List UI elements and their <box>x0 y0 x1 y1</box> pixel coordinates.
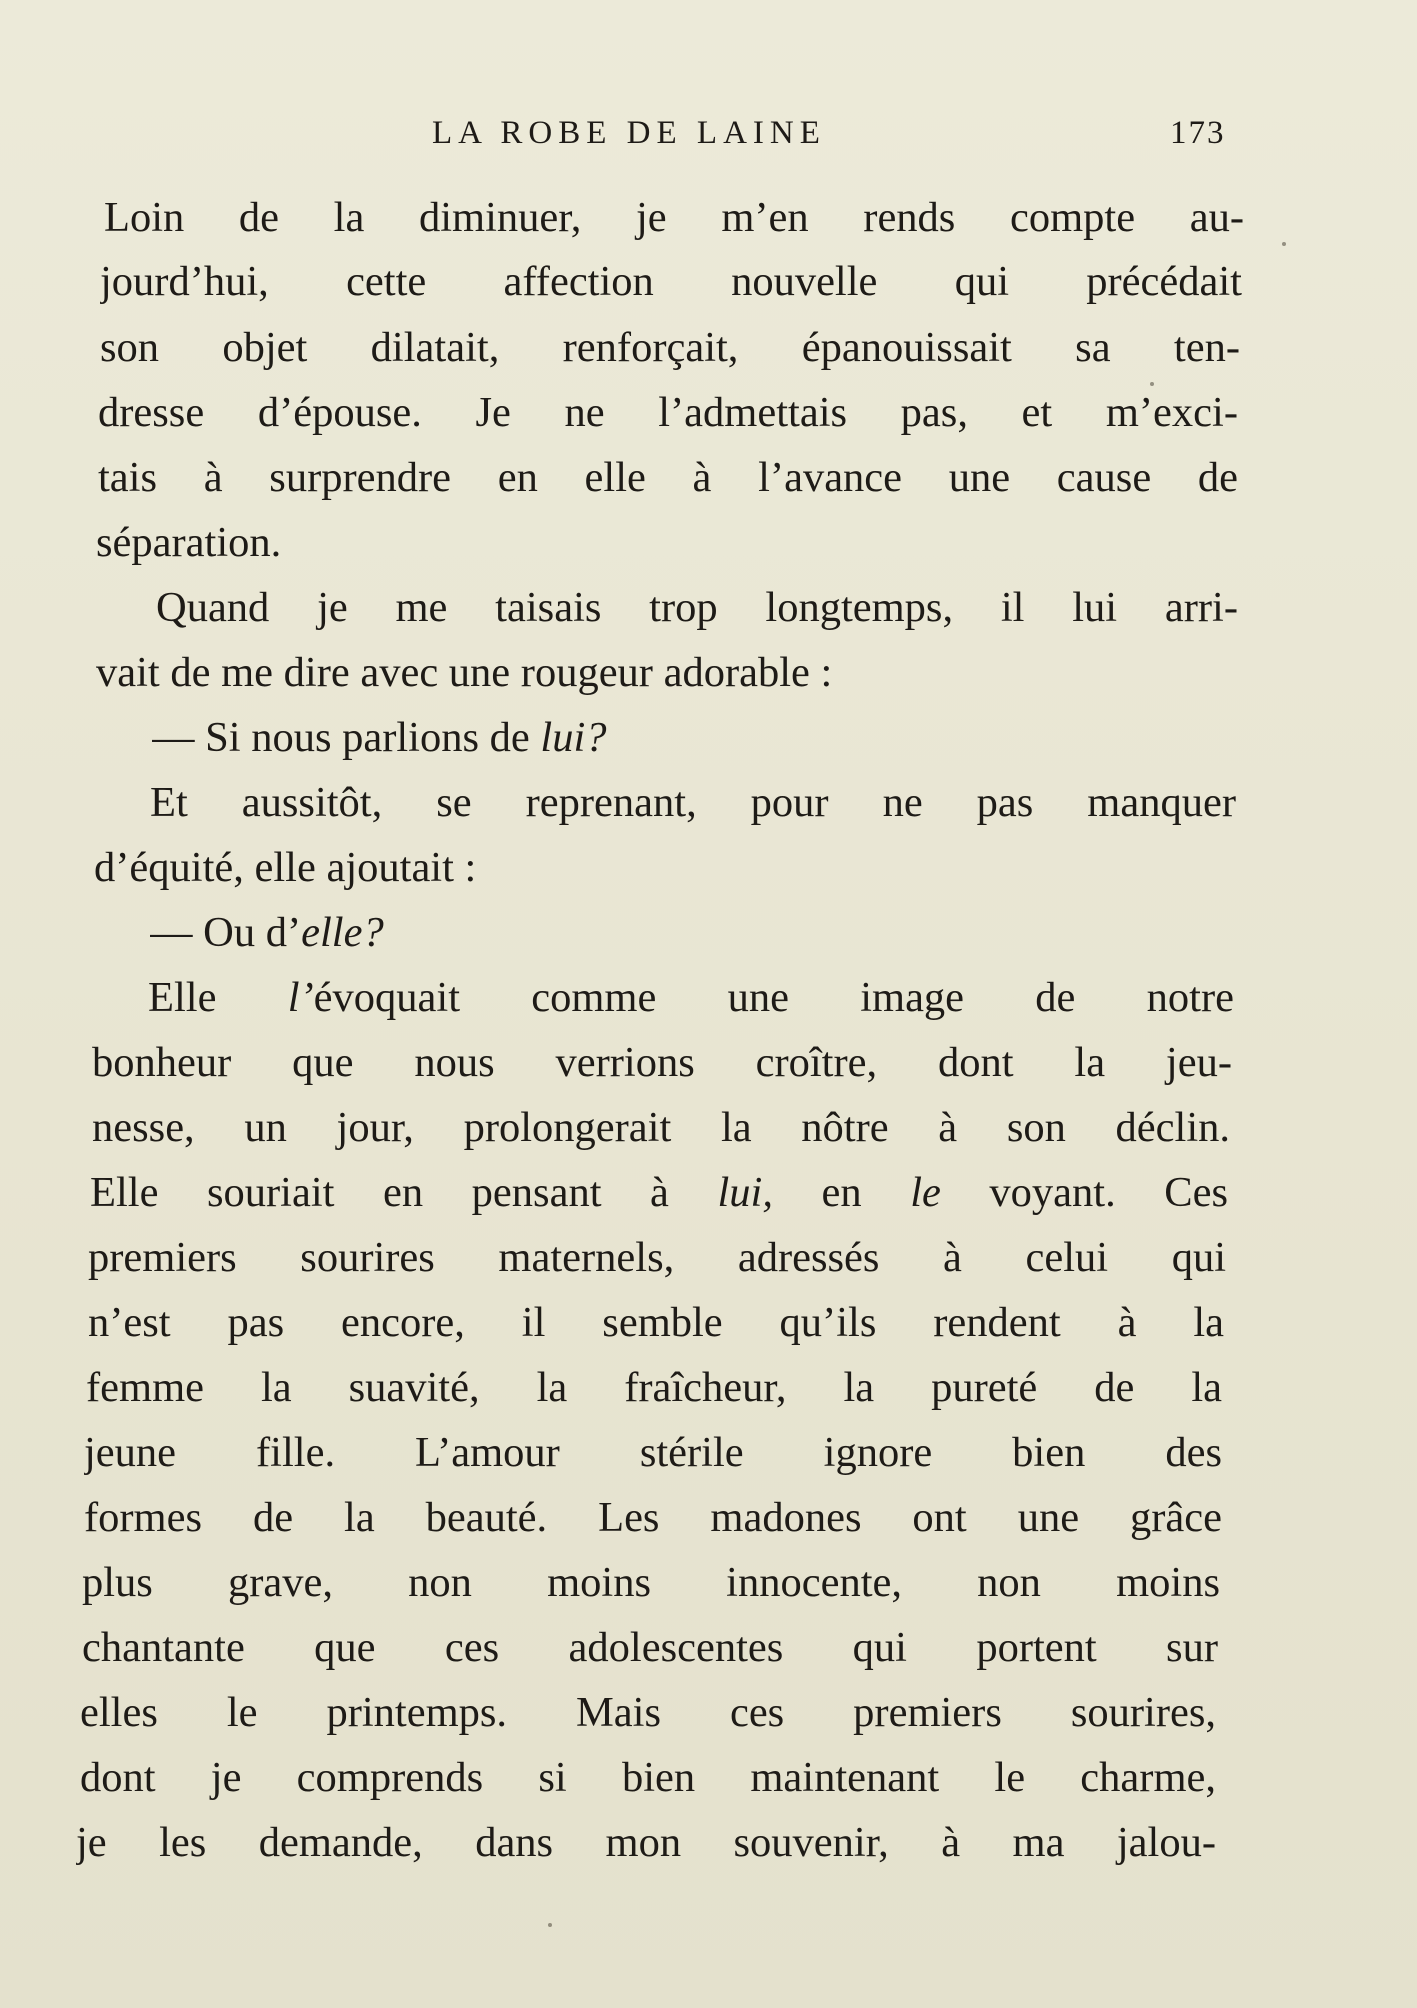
text-line: jourd’hui, cette affection nouvelle qui précédait <box>100 258 1242 305</box>
text-line: Et aussitôt, se reprenant, pour ne pas manquer <box>150 779 1236 826</box>
text-line: Elle souriait en pensant à lui, en le voyant. Ces <box>90 1169 1228 1216</box>
text-line: plus grave, non moins innocente, non moins <box>82 1559 1220 1606</box>
paper-speck <box>548 1923 552 1927</box>
text-line: n’est pas encore, il semble qu’ils rendent à la <box>88 1299 1224 1346</box>
text-line: vait de me dire avec une rougeur adorable : <box>96 649 833 696</box>
text-line: chantante que ces adolescentes qui portent sur <box>82 1624 1218 1671</box>
text-line: Quand je me taisais trop longtemps, il lui arri- <box>156 584 1238 631</box>
text-line: son objet dilatait, renforçait, épanouissait sa ten- <box>100 324 1240 371</box>
text-line: femme la suavité, la fraîcheur, la pureté de la <box>86 1364 1222 1411</box>
text-line: dresse d’épouse. Je ne l’admettais pas, et m’exci- <box>98 389 1238 436</box>
text-line: premiers sourires maternels, adressés à celui qui <box>88 1234 1226 1281</box>
text-line: je les demande, dans mon souvenir, à ma jalou- <box>76 1819 1216 1866</box>
page-number: 173 <box>1170 115 1226 151</box>
text-line: nesse, un jour, prolongerait la nôtre à son déclin. <box>92 1104 1230 1151</box>
paper-speck <box>1150 382 1154 386</box>
text-line: jeune fille. L’amour stérile ignore bien des <box>84 1429 1222 1476</box>
text-line: d’équité, elle ajoutait : <box>94 844 477 891</box>
dialogue-line: — Si nous parlions de lui? <box>152 714 607 761</box>
dialogue-line: — Ou d’elle? <box>150 909 384 956</box>
running-title: LA ROBE DE LAINE <box>432 115 826 151</box>
text-line: séparation. <box>96 519 282 566</box>
text-line: dont je comprends si bien maintenant le charme, <box>80 1754 1216 1801</box>
text-line: Loin de la diminuer, je m’en rends compte au- <box>104 194 1244 241</box>
page-header <box>0 108 1417 158</box>
text-line: formes de la beauté. Les madones ont une grâce <box>84 1494 1222 1541</box>
paper-speck <box>1282 242 1286 246</box>
text-line: bonheur que nous verrions croître, dont la jeu- <box>92 1039 1232 1086</box>
text-line: tais à surprendre en elle à l’avance une cause de <box>98 454 1238 501</box>
text-line: elles le printemps. Mais ces premiers sourires, <box>80 1689 1216 1736</box>
text-line: Elle l’évoquait comme une image de notre <box>148 974 1234 1021</box>
